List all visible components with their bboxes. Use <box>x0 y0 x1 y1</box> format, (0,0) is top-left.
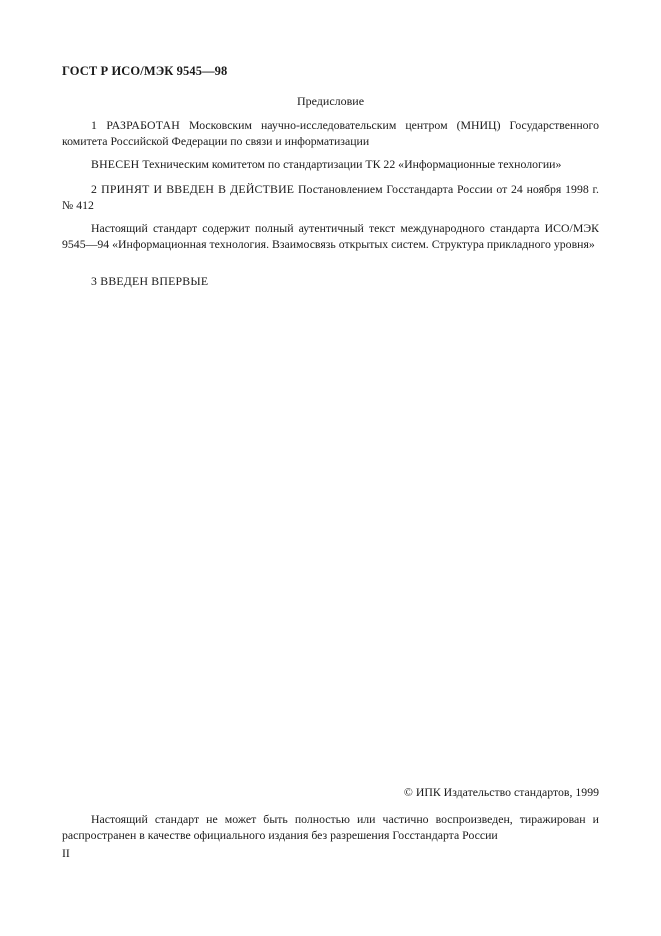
reproduction-notice: Настоящий стандарт не может быть полностью или частично воспроизведен, тиражирован и распространен в качестве официального издания без разрешения Госстандарта России <box>62 812 599 842</box>
paragraph-lead: 2 ПРИНЯТ И ВВЕДЕН В ДЕЙСТВИЕ <box>91 182 295 196</box>
paragraph-text: Настоящий стандарт содержит полный аутентичный текст международного стандарта ИСО/МЭК 9545—94 «Информационная технология. Взаимосвязь открытых систем. Структура прикладного уровня» <box>62 221 599 251</box>
preface-paragraph-5 <box>62 274 599 290</box>
paragraph-lead: 1 РАЗРАБОТАН <box>91 118 180 132</box>
paragraph-lead: 3 ВВЕДЕН ВПЕРВЫЕ <box>91 274 209 288</box>
paragraph-text: Постановлением Госстандарта России от 24 ноября 1998 г. № 412 <box>62 182 599 212</box>
preface-paragraph-4 <box>62 221 599 252</box>
section-title: Предисловие <box>296 94 365 108</box>
paragraph-text: Техническим комитетом по стандартизации ТК 22 «Информационные технологии» <box>139 157 562 171</box>
document-code: ГОСТ Р ИСО/МЭК 9545—98 <box>62 64 228 78</box>
paragraph-lead: ВНЕСЕН <box>91 157 140 171</box>
preface-paragraph-1 <box>62 118 599 149</box>
paragraph-text: Московским научно-исследовательским центром (МНИЦ) Государственного комитета Российской Федерации по связи и информатизации <box>62 118 599 148</box>
page-number: II <box>62 846 70 860</box>
preface-paragraph-2 <box>62 157 599 173</box>
copyright-notice: © ИПК Издательство стандартов, 1999 <box>403 785 599 799</box>
preface-paragraph-3 <box>62 182 599 213</box>
